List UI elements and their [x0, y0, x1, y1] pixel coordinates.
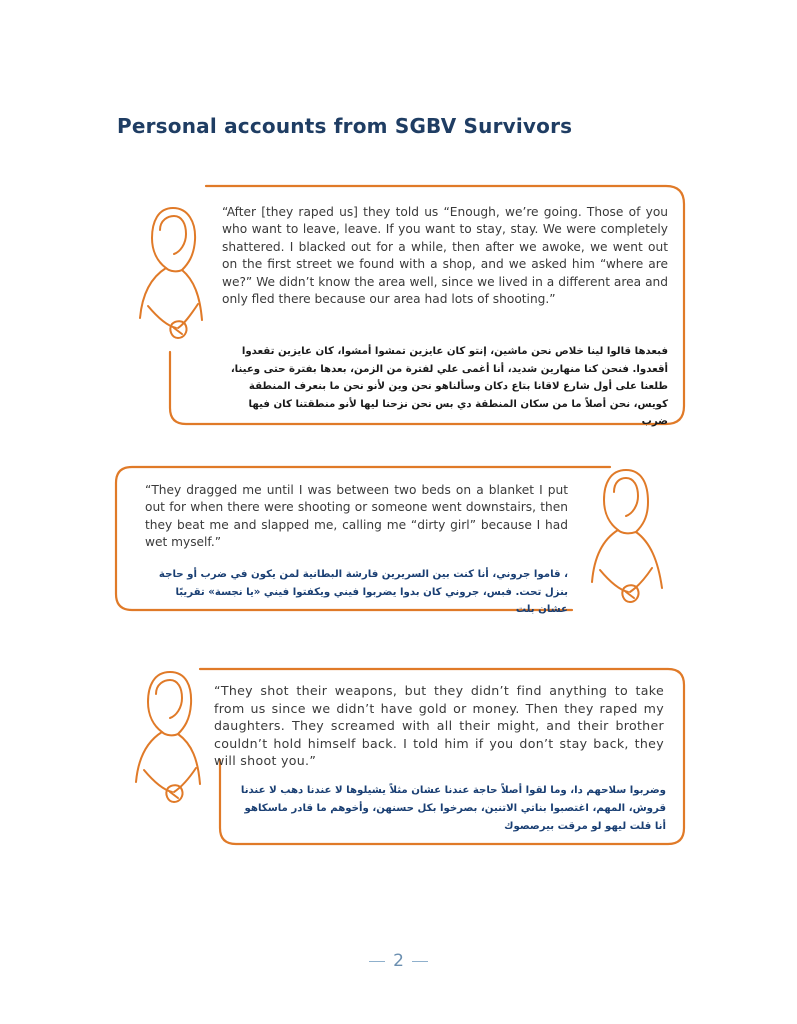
page-title: Personal accounts from SGBV Survivors	[117, 114, 573, 138]
account-3-english-quote: “They shot their weapons, but they didn’t find anything to take from us since we didn’t have gold or money. Then they raped my daughters. They screamed with all their might, and their brother couldn’t hold himself back. I told him if you don’t stay back, they will shoot you.”	[214, 683, 664, 769]
woman-hijab-illustration-icon	[128, 200, 218, 360]
woman-hijab-illustration-icon	[574, 462, 678, 612]
footer-dash-right	[412, 961, 428, 962]
account-1-english-quote: “After [they raped us] they told us “Enough, we’re going. Those of you who want to leave, leave. If you want to stay, stay. We were completely shattered. I blacked out for a while, then after we awoke, we went out on the first street we found with a shop, and we asked him “where are we?” We didn’t know the area well, since we lived in a different area and only fled there because our area had lots of shooting.”	[222, 205, 668, 307]
page-footer	[0, 951, 797, 971]
page-number: 2	[393, 951, 404, 971]
footer-dash-left	[369, 961, 385, 962]
account-1-arabic-quote: فبعدها قالوا لينا خلاص نحن ماشين، إنتو كان عايزين تمشوا أمشوا، كان عايزين تقعدوا أقعدوا. فنحن كنا منهارين شديد، أنا أغمى علي لفترة من الزمن، بعدها بفترة حتى وعينا، طلعنا على أول شارع لاقانا بتاع دكان وسألناهو نحن وين لأنو نحن ما بنعرف المنطقة كويس، نحن أصلاً ما من سكان المنطقة دي بس نحن نزحنا ليها لأنو منطقتنا كان فيها ضرب	[230, 346, 668, 427]
account-2-english-quote: “They dragged me until I was between two beds on a blanket I put out for when there were shooting or someone went downstairs, then they beat me and slapped me, calling me “dirty girl” because I had wet myself.”	[145, 483, 568, 550]
woman-hijab-illustration-icon	[124, 664, 216, 824]
account-3-arabic-quote: وضربوا سلاحهم دا، وما لقوا أصلاً حاجة عندنا عشان مثلاً يشيلوها لا عندنا دهب لا عندنا قروش، المهم، اغتصبوا بناتي الاتنين، بصرخوا بكل حسنهن، وأخوهم ما قادر ماسكاهو أنا قلت ليهو لو مرقت بيرصصوك	[240, 785, 666, 832]
account-2-arabic-quote: ، قاموا جروني، أنا كنت بين السريرين فارشة البطانية لمن يكون في ضرب أو حاجة بنزل تحت. فبس، جروني كان بدوا يضربوا فيني ويكفتوا فيني «يا نجسة» تقريبًا عشان بلت	[158, 569, 568, 615]
